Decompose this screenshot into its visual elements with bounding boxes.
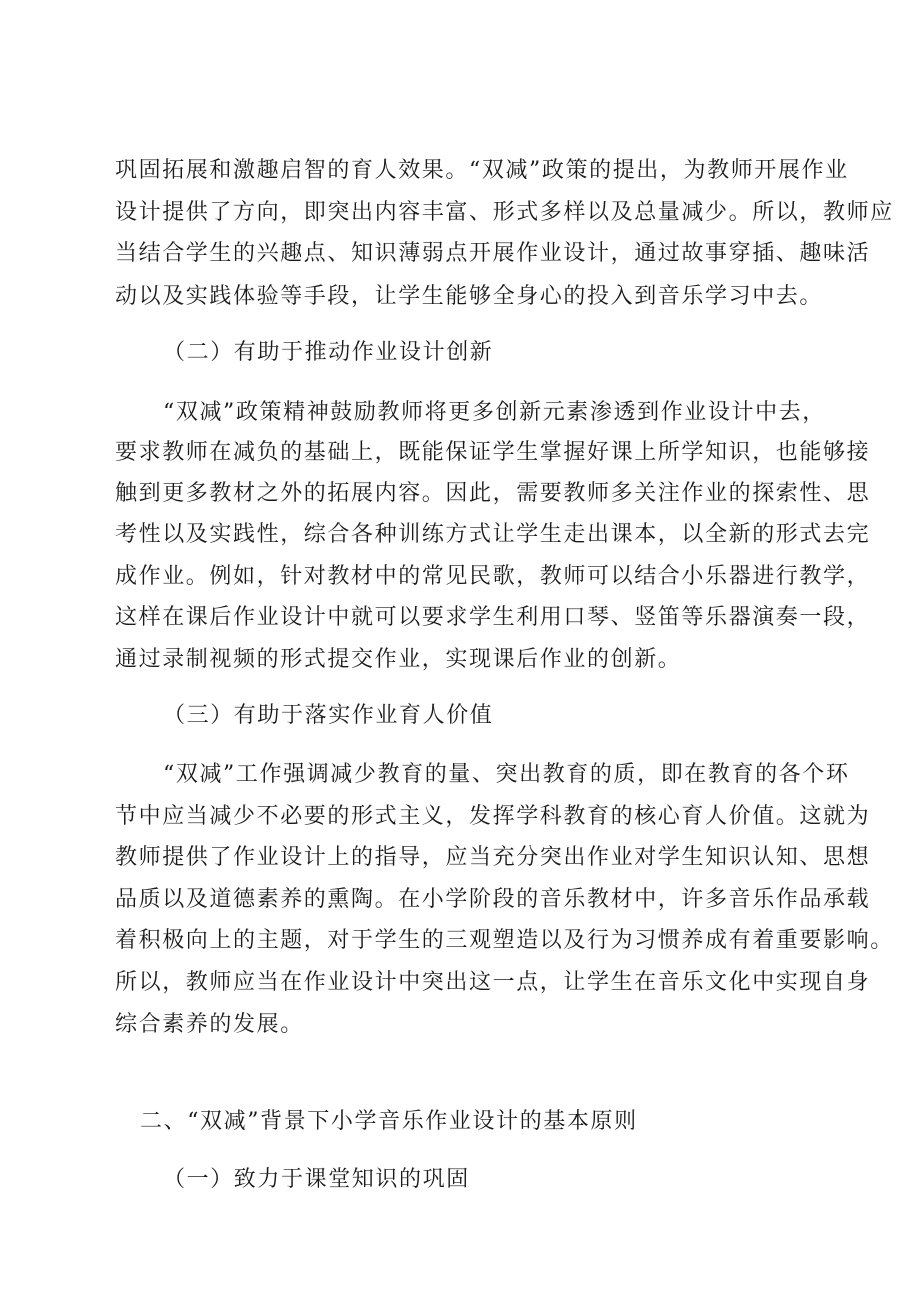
- subheading-2: （二）有助于推动作业设计创新: [163, 340, 494, 365]
- paragraph-line: 考性以及实践性，综合各种训练方式让学生走出课本，以全新的形式去完: [115, 522, 871, 547]
- paragraph-line: 综合素养的发展。: [115, 1012, 304, 1037]
- paragraph-line: 当结合学生的兴趣点、知识薄弱点开展作业设计，通过故事穿插、趣味活: [115, 241, 871, 266]
- subheading-3: （三）有助于落实作业育人价值: [163, 703, 494, 728]
- paragraph-line: 节中应当减少不必要的形式主义，发挥学科教育的核心育人价值。这就为: [115, 804, 871, 829]
- paragraph-line: “双减”工作强调减少教育的量、突出教育的质，即在教育的各个环: [163, 762, 850, 787]
- paragraph-line: 着积极向上的主题，对于学生的三观塑造以及行为习惯养成有着重要影响。: [115, 928, 894, 953]
- paragraph-line: “双减”政策精神鼓励教师将更多创新元素渗透到作业设计中去，: [163, 400, 826, 425]
- paragraph-line: 成作业。例如，针对教材中的常见民歌，教师可以结合小乐器进行教学，: [115, 564, 871, 589]
- paragraph-line: 这样在课后作业设计中就可以要求学生利用口琴、竖笛等乐器演奏一段，: [115, 605, 871, 630]
- paragraph-line: 巩固拓展和激趣启智的育人效果。“双减”政策的提出，为教师开展作业: [115, 158, 849, 183]
- section-heading: 二、“双减”背景下小学音乐作业设计的基本原则: [140, 1109, 638, 1134]
- paragraph-line: 要求教师在减负的基础上，既能保证学生掌握好课上所学知识，也能够接: [115, 440, 871, 465]
- paragraph-line: 触到更多教材之外的拓展内容。因此，需要教师多关注作业的探索性、思: [115, 481, 871, 506]
- paragraph-line: 设计提供了方向，即突出内容丰富、形式多样以及总量减少。所以，教师应: [115, 200, 894, 225]
- paragraph-line: 通过录制视频的形式提交作业，实现课后作业的创新。: [115, 647, 682, 672]
- subheading-1: （一）致力于课堂知识的巩固: [163, 1167, 470, 1192]
- paragraph-line: 品质以及道德素养的熏陶。在小学阶段的音乐教材中，许多音乐作品承载: [115, 887, 871, 912]
- paragraph-line: 所以，教师应当在作业设计中突出这一点，让学生在音乐文化中实现自身: [115, 970, 871, 995]
- paragraph-line: 动以及实践体验等手段，让学生能够全身心的投入到音乐学习中去。: [115, 284, 824, 309]
- paragraph-line: 教师提供了作业设计上的指导，应当充分突出作业对学生知识认知、思想: [115, 845, 871, 870]
